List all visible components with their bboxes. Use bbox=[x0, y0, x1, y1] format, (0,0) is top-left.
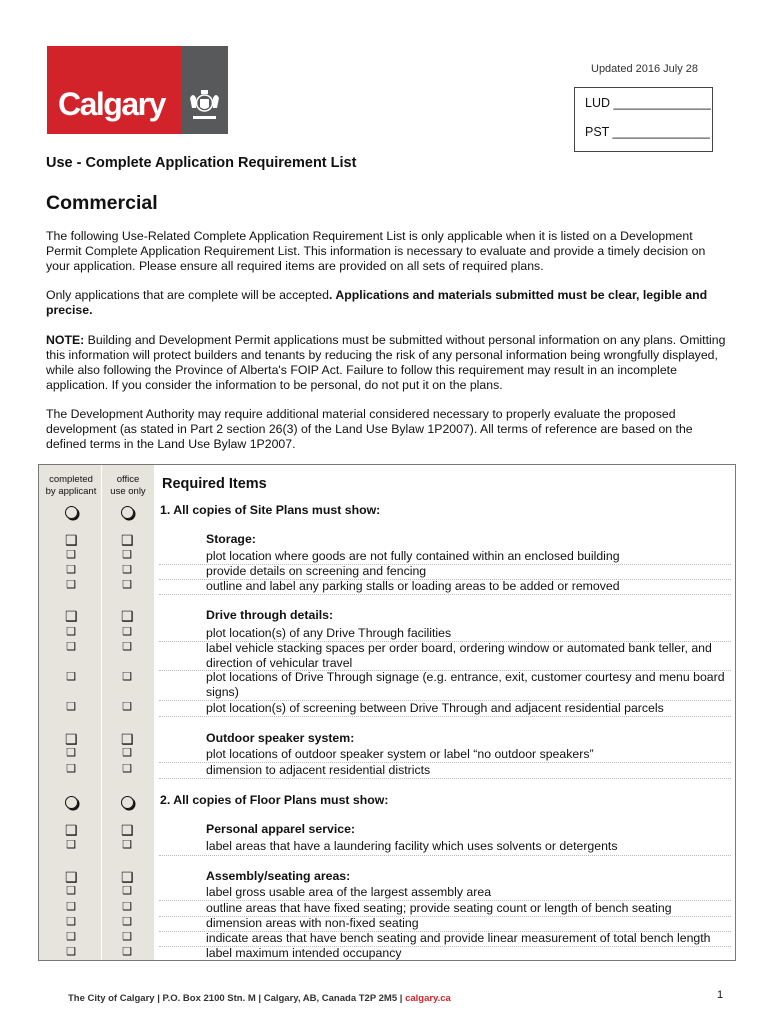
column-header-applicant bbox=[41, 474, 101, 498]
checkbox-column-background bbox=[39, 465, 154, 960]
column-header-office-line2: use only bbox=[110, 486, 146, 497]
storage-item-2-office-checkbox[interactable]: ❑ bbox=[122, 564, 132, 576]
logo-text: Calgary bbox=[58, 86, 165, 122]
assembly-item-2-applicant-checkbox[interactable]: ❑ bbox=[66, 901, 76, 913]
row-divider bbox=[159, 716, 731, 717]
page-number: 1 bbox=[717, 989, 724, 1001]
drive-item-1: plot location(s) of any Drive Through facilities bbox=[206, 626, 452, 640]
footer bbox=[68, 993, 451, 1004]
section-1-applicant-radio[interactable] bbox=[65, 506, 78, 519]
drive-item-4-office-checkbox[interactable]: ❑ bbox=[122, 701, 132, 713]
speaker-applicant-checkbox[interactable]: ❑ bbox=[65, 731, 78, 747]
storage-office-checkbox[interactable]: ❑ bbox=[121, 532, 134, 548]
assembly-office-checkbox[interactable]: ❑ bbox=[121, 869, 134, 885]
calgary-link[interactable]: calgary.ca bbox=[405, 993, 451, 1004]
speaker-item-2-applicant-checkbox[interactable]: ❑ bbox=[66, 763, 76, 775]
completeness-text: Only applications that are complete will be accepted bbox=[46, 288, 329, 302]
drive-item-4: plot location(s) of screening between Drive Through and adjacent residential parcels bbox=[206, 701, 664, 715]
completeness-paragraph bbox=[46, 288, 726, 318]
storage-title: Storage: bbox=[206, 532, 256, 546]
drive-through-title: Drive through details: bbox=[206, 608, 334, 622]
assembly-item-2-office-checkbox[interactable]: ❑ bbox=[122, 901, 132, 913]
lud-field: LUD ______________ bbox=[585, 96, 711, 110]
table-border-left bbox=[38, 464, 39, 961]
assembly-item-1-office-checkbox[interactable]: ❑ bbox=[122, 885, 132, 897]
section-2-title: 2. All copies of Floor Plans must show: bbox=[160, 793, 389, 807]
pst-field: PST ______________ bbox=[585, 125, 710, 139]
drive-item-1-applicant-checkbox[interactable]: ❑ bbox=[66, 626, 76, 638]
storage-item-2-applicant-checkbox[interactable]: ❑ bbox=[66, 564, 76, 576]
drive-through-office-checkbox[interactable]: ❑ bbox=[121, 608, 134, 624]
row-divider bbox=[159, 855, 731, 856]
assembly-applicant-checkbox[interactable]: ❑ bbox=[65, 869, 78, 885]
assembly-item-4: indicate areas that have bench seating and provide linear measurement of total bench length bbox=[206, 931, 711, 945]
apparel-item-1-office-checkbox[interactable]: ❑ bbox=[122, 839, 132, 851]
column-header-applicant-line1: completed bbox=[49, 474, 93, 485]
storage-item-3-applicant-checkbox[interactable]: ❑ bbox=[66, 579, 76, 591]
assembly-item-4-office-checkbox[interactable]: ❑ bbox=[122, 931, 132, 943]
assembly-item-5-applicant-checkbox[interactable]: ❑ bbox=[66, 946, 76, 958]
speaker-office-checkbox[interactable]: ❑ bbox=[121, 731, 134, 747]
speaker-item-1-applicant-checkbox[interactable]: ❑ bbox=[66, 747, 76, 759]
completeness-text-tail: . Applications and materials submitted must be clear, legible and precise. bbox=[46, 288, 708, 317]
footer-address: The City of Calgary | P.O. Box 2100 Stn. M | Calgary, AB, Canada T2P 2M5 | bbox=[68, 993, 406, 1004]
storage-item-1: plot location where goods are not fully contained within an enclosed building bbox=[206, 549, 620, 563]
apparel-item-1: label areas that have a laundering facility which uses solvents or detergents bbox=[206, 839, 618, 853]
table-border-top bbox=[38, 464, 736, 465]
column-header-office-line1: office bbox=[116, 474, 140, 485]
required-items-heading: Required Items bbox=[162, 476, 267, 492]
drive-item-2-office-checkbox[interactable]: ❑ bbox=[122, 641, 132, 653]
assembly-item-3: dimension areas with non-fixed seating bbox=[206, 916, 419, 930]
storage-item-2: provide details on screening and fencing bbox=[206, 564, 427, 578]
assembly-item-2: outline areas that have fixed seating; provide seating count or length of bench seating bbox=[206, 901, 672, 915]
section-1-title: 1. All copies of Site Plans must show: bbox=[160, 503, 381, 517]
city-crest bbox=[181, 46, 228, 134]
authority-paragraph: The Development Authority may require additional material considered necessary to properly evaluate the proposed development (as stated in Part 2 section 26(3) of the Land Use Bylaw 1P2007). All terms of reference are based on the defined terms in the Land Use Bylaw 1P2007. bbox=[46, 407, 693, 451]
storage-item-1-office-checkbox[interactable]: ❑ bbox=[122, 549, 132, 561]
row-divider bbox=[159, 594, 731, 595]
page-title: Commercial bbox=[46, 192, 158, 214]
crest-icon bbox=[187, 88, 222, 122]
assembly-item-1-applicant-checkbox[interactable]: ❑ bbox=[66, 885, 76, 897]
apparel-item-1-applicant-checkbox[interactable]: ❑ bbox=[66, 839, 76, 851]
reference-box bbox=[574, 87, 713, 152]
calgary-logo bbox=[47, 46, 181, 134]
storage-item-3-office-checkbox[interactable]: ❑ bbox=[122, 579, 132, 591]
note-text: Building and Development Permit applications must be submitted without personal information on any plans. Omitting this information will protect builders and tenants by reducing the risk of any personal information being wrongfully displayed, while also following the Province of Alberta's FOIP Act. Failure to follow this requirement may result in an incomplete application. If you consider the information to be personal, do not put it on the plans. bbox=[46, 333, 726, 392]
section-1-office-radio[interactable] bbox=[121, 506, 134, 519]
intro-paragraph: The following Use-Related Complete Application Requirement List is only applicable when it is listed on a Development Permit Complete Application Requirement List. This information is necessary to evaluate and provide a timely decision on your application. Please ensure all required items are provided on all sets of required plans. bbox=[46, 229, 706, 273]
speaker-item-1-office-checkbox[interactable]: ❑ bbox=[122, 747, 132, 759]
apparel-applicant-checkbox[interactable]: ❑ bbox=[65, 822, 78, 838]
section-2-applicant-radio[interactable] bbox=[65, 796, 78, 809]
drive-through-applicant-checkbox[interactable]: ❑ bbox=[65, 608, 78, 624]
speaker-title: Outdoor speaker system: bbox=[206, 731, 355, 745]
drive-item-3-office-checkbox[interactable]: ❑ bbox=[122, 671, 132, 683]
column-divider bbox=[101, 465, 102, 960]
note-paragraph bbox=[46, 333, 726, 393]
assembly-item-3-office-checkbox[interactable]: ❑ bbox=[122, 916, 132, 928]
table-border-right bbox=[735, 464, 736, 961]
drive-item-3: plot locations of Drive Through signage (e.g. entrance, exit, customer courtesy and menu board signs) bbox=[206, 670, 725, 699]
updated-date: Updated 2016 July 28 bbox=[591, 63, 699, 75]
assembly-item-5-office-checkbox[interactable]: ❑ bbox=[122, 946, 132, 958]
speaker-item-2-office-checkbox[interactable]: ❑ bbox=[122, 763, 132, 775]
storage-item-1-applicant-checkbox[interactable]: ❑ bbox=[66, 549, 76, 561]
document-subtitle: Use - Complete Application Requirement List bbox=[46, 155, 357, 171]
section-2-office-radio[interactable] bbox=[121, 796, 134, 809]
speaker-item-1: plot locations of outdoor speaker system or label “no outdoor speakers” bbox=[206, 747, 594, 761]
assembly-item-4-applicant-checkbox[interactable]: ❑ bbox=[66, 931, 76, 943]
drive-item-2-applicant-checkbox[interactable]: ❑ bbox=[66, 641, 76, 653]
drive-item-3-applicant-checkbox[interactable]: ❑ bbox=[66, 671, 76, 683]
speaker-item-2: dimension to adjacent residential districts bbox=[206, 763, 431, 777]
apparel-office-checkbox[interactable]: ❑ bbox=[121, 822, 134, 838]
drive-item-1-office-checkbox[interactable]: ❑ bbox=[122, 626, 132, 638]
storage-applicant-checkbox[interactable]: ❑ bbox=[65, 532, 78, 548]
storage-item-3: outline and label any parking stalls or loading areas to be added or removed bbox=[206, 579, 620, 593]
drive-item-2: label vehicle stacking spaces per order board, ordering window or automated bank teller, and direction of vehicular travel bbox=[206, 641, 712, 670]
drive-item-4-applicant-checkbox[interactable]: ❑ bbox=[66, 701, 76, 713]
assembly-item-1: label gross usable area of the largest assembly area bbox=[206, 885, 492, 899]
column-header-office bbox=[103, 474, 153, 498]
note-label: NOTE: bbox=[46, 333, 85, 347]
column-header-applicant-line2: by applicant bbox=[45, 486, 97, 497]
assembly-item-3-applicant-checkbox[interactable]: ❑ bbox=[66, 916, 76, 928]
row-divider bbox=[159, 778, 731, 779]
assembly-title: Assembly/seating areas: bbox=[206, 869, 351, 883]
apparel-title: Personal apparel service: bbox=[206, 822, 356, 836]
assembly-item-5: label maximum intended occupancy bbox=[206, 946, 402, 960]
